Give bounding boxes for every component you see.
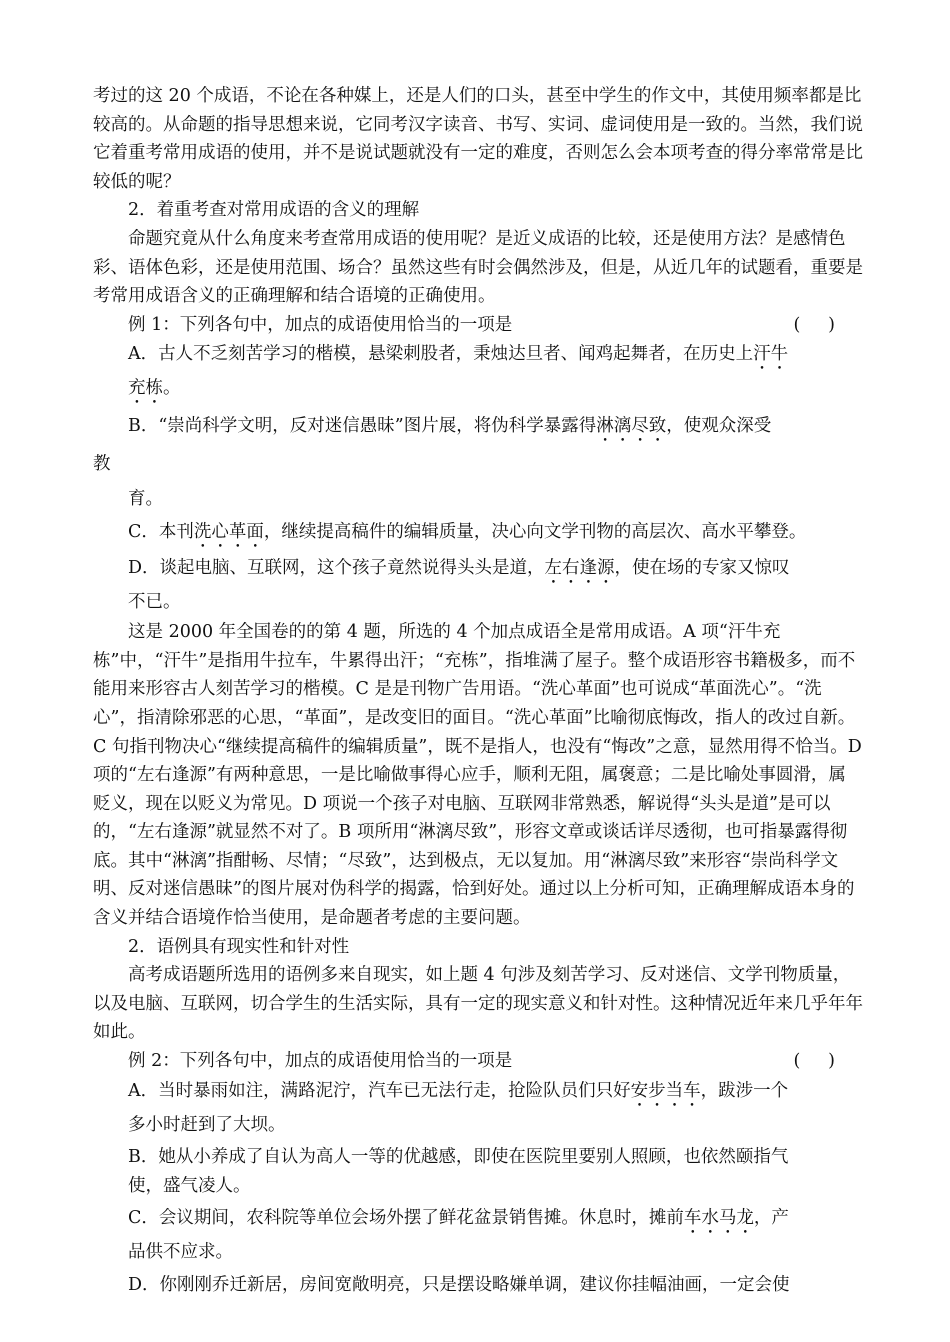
option-d-text: D．谈起电脑、互联网，这个孩子竟然说得头头是道，	[128, 557, 545, 578]
example-2-stem	[93, 1047, 863, 1076]
option-b-text: B．“崇尚科学文明，反对迷信愚昧”图片展，将伪科学暴露得	[128, 416, 597, 437]
option-a-text: A．当时暴雨如注，满路泥泞，汽车已无法行走，抢险队员们只好	[128, 1080, 631, 1101]
document-page	[93, 82, 863, 1300]
section-heading-2: 2．语例具有现实性和针对性	[128, 936, 350, 957]
example-2-option-a-line-2: 多小时赶到了大坝。	[128, 1114, 286, 1135]
option-d-rest: ，使在场的专家又惊叹	[614, 557, 790, 578]
option-a-idiom-part-2: 充栋	[128, 378, 163, 399]
example-1-option-c	[93, 518, 863, 552]
example-2-option-c-line-2: 品供不应求。	[128, 1242, 233, 1263]
example-2-answer-blank: ( )	[793, 1051, 835, 1072]
example-1-option-b	[93, 412, 863, 446]
example-1-option-a	[93, 340, 863, 408]
option-a-end: 。	[163, 378, 181, 399]
paragraph-2: 命题究竟从什么角度来考查常用成语的使用呢？是近义成语的比较，还是使用方法？是感情色彩、语体色彩，还是使用范围、场合？虽然这些有时会偶然涉及，但是，从近几年的试题看，重要是考常用成语含义的正确理解和结合语境的正确使用。	[93, 228, 863, 307]
example-2-option-a	[93, 1077, 863, 1111]
option-c-idiom: 车水马龙	[683, 1208, 754, 1229]
paragraph-3: 高考成语题所选用的语例多来自现实，如上题 4 句涉及刻苦学习、反对迷信、文学刊物质量，以及电脑、互联网，切合学生的生活实际，具有一定的现实意义和针对性。这种情况近年来几乎年年如此。	[93, 965, 863, 1043]
example-2-option-b: B．她从小养成了自认为高人一等的优越感，即使在医院里要别人照顾，也依然颐指气	[128, 1147, 789, 1168]
option-b-rest: ，使观众深受	[666, 416, 772, 437]
option-c-text: C．本刊	[128, 521, 194, 542]
option-c-idiom: 洗心革面	[193, 521, 264, 542]
example-1-stem	[93, 311, 863, 340]
example-1-option-d	[93, 554, 863, 588]
example-2-option-c	[93, 1204, 863, 1238]
option-a-rest: ，跋涉一个	[700, 1080, 789, 1101]
option-c-rest: ，继续提高稿件的编辑质量，决心向文学刊物的高层次、高水平攀登。	[263, 521, 807, 542]
example-1-option-b-line-3: 育。	[128, 488, 163, 509]
option-a-idiom-part-1: 汗牛	[753, 344, 789, 365]
section-heading-1: 2．着重考查对常用成语的含义的理解	[128, 200, 420, 221]
example-2-option-b-line-2: 使，盛气凌人。	[128, 1175, 251, 1196]
option-d-idiom: 左右逢源	[544, 557, 615, 578]
example-1-answer-blank: ( )	[793, 314, 835, 335]
example-2-option-d: D．你刚刚乔迁新居，房间宽敞明亮，只是摆设略嫌单调，建议你挂幅油画，一定会使	[128, 1275, 790, 1295]
example-1-question: 例 1：下列各句中，加点的成语使用恰当的一项是	[128, 314, 513, 335]
option-c-rest: ，产	[753, 1208, 789, 1229]
example-2-question: 例 2：下列各句中，加点的成语使用恰当的一项是	[128, 1051, 513, 1072]
example-1-option-b-line-2: 教	[93, 454, 111, 475]
option-b-idiom: 淋漓尽致	[596, 416, 667, 437]
option-a-text: A．古人不乏刻苦学习的楷模，悬梁刺股者，秉烛达旦者、闻鸡起舞者，在历史上	[128, 344, 754, 365]
analysis-paragraph: 这是 2000 年全国卷的的第 4 题，所选的 4 个加点成语全是常用成语。A 项“汗牛充栋”中，“汗牛”是指用牛拉车，牛累得出汗；“充栋”，指堆满了屋子。整个成语形容书籍极多，而不能用来形容古人刻苦学习的楷模。C 是是刊物广告用语。“洗心革面”也可说成“革面洗心”。“洗心”，指清除邪恶的心思，“革面”，是改变旧的面目。“洗心革面”比喻彻底悔改，指人的改过自新。C 句指刊物决心“继续提高稿件的编辑质量”，既不是指人，也没有“悔改”之意，显然用得不恰当。D 项的“左右逢源”有两种意思，一是比喻做事得心应手，顺利无阻，属褒意；二是比喻处事圆滑，属贬义，现在以贬义为常见。D 项说一个孩子对电脑、互联网非常熟悉，解说得“头头是道”是可以的，“左右逢源”就显然不对了。B 项所用“淋漓尽致”，形容文章或谈话详尽透彻，也可指暴露得彻底。其中“淋漓”指酣畅、尽情；“尽致”，达到极点，无以复加。用“淋漓尽致”来形容“崇尚科学文明、反对迷信愚昧”的图片展对伪科学的揭露，恰到好处。通过以上分析可知，正确理解成语本身的含义并结合语境作恰当使用，是命题者考虑的主要问题。	[93, 622, 862, 929]
intro-paragraph: 考过的这 20 个成语，不论在各种媒上，还是人们的口头，甚至中学生的作文中，其使用频率都是比较高的。从命题的指导思想来说，它同考汉字读音、书写、实词、虚词使用是一致的。当然，我们说它着重考常用成语的使用，并不是说试题就没有一定的难度，否则怎么会本项考查的得分率常常是比较低的呢？	[93, 86, 863, 192]
option-a-idiom: 安步当车	[630, 1080, 701, 1101]
example-1-option-d-line-2: 不已。	[128, 591, 181, 612]
option-c-text: C．会议期间，农科院等单位会场外摆了鲜花盆景销售摊。休息时，摊前	[128, 1208, 684, 1229]
